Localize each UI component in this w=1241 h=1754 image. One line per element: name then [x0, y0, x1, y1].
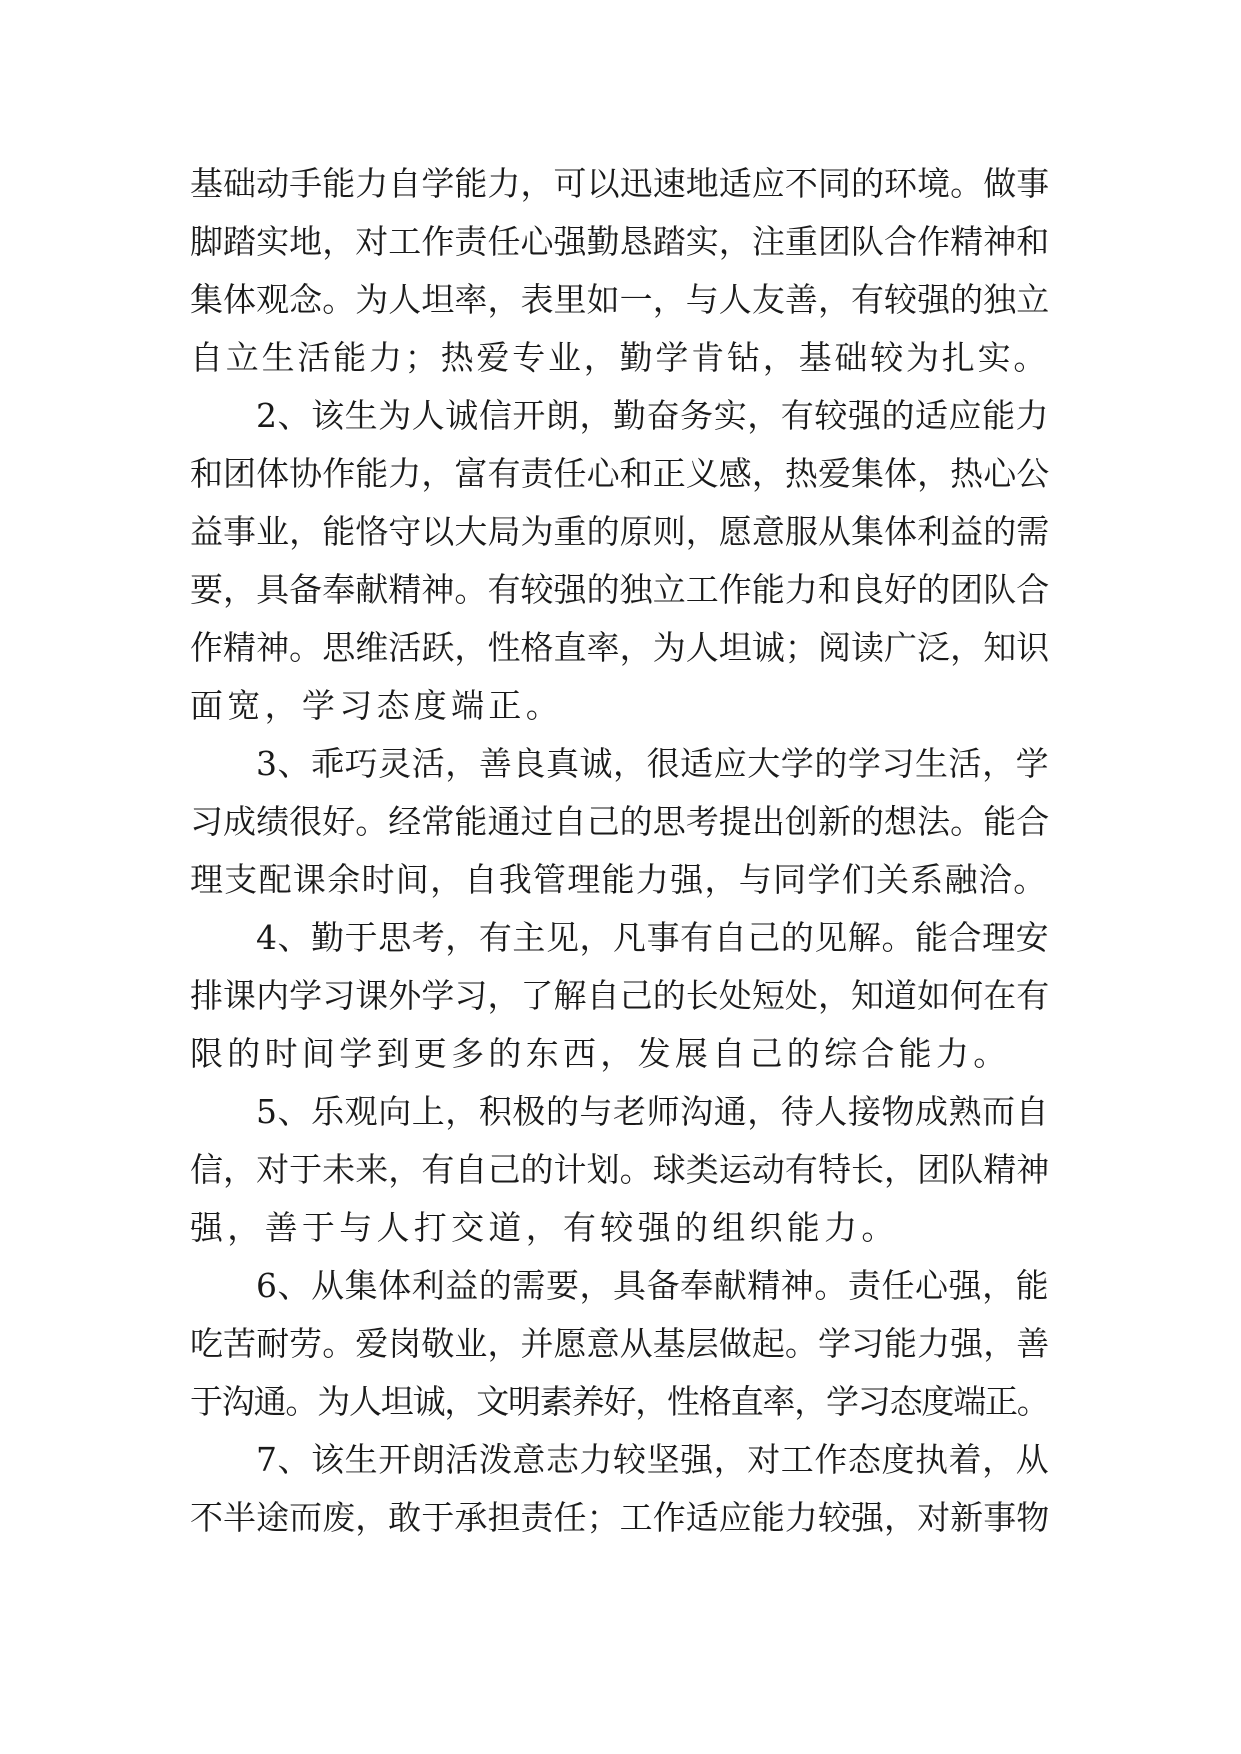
text-line: 吃苦耐劳。爱岗敬业，并愿意从基层做起。学习能力强，善 [190, 1324, 1050, 1363]
text-line: 排课内学习课外学习，了解自己的长处短处，知道如何在有 [190, 976, 1050, 1015]
text-line: 面宽，学习态度端正。 [190, 686, 563, 725]
document-body-text [190, 155, 1050, 1547]
text-line: 作精神。思维活跃，性格直率，为人坦诚；阅读广泛，知识 [190, 628, 1050, 667]
text-line: 理支配课余时间，自我管理能力强，与同学们关系融洽。 [190, 860, 1048, 899]
paragraph-start-line: 6、从集体利益的需要，具备奉献精神。责任心强，能 [256, 1266, 1050, 1305]
paragraph-start-line: 2、该生为人诚信开朗，勤奋务实，有较强的适应能力 [256, 396, 1050, 435]
text-line: 要，具备奉献精神。有较强的独立工作能力和良好的团队合 [190, 570, 1050, 609]
text-line: 信，对于未来，有自己的计划。球类运动有特长，团队精神 [190, 1150, 1050, 1189]
paragraph-start-line: 4、勤于思考，有主见，凡事有自己的见解。能合理安 [256, 918, 1050, 957]
paragraph-start-line: 7、该生开朗活泼意志力较坚强，对工作态度执着，从 [256, 1440, 1050, 1479]
text-line: 不半途而废，敢于承担责任；工作适应能力较强，对新事物 [190, 1498, 1050, 1537]
text-line: 益事业，能恪守以大局为重的原则，愿意服从集体利益的需 [190, 512, 1050, 551]
text-line: 脚踏实地，对工作责任心强勤恳踏实，注重团队合作精神和 [190, 222, 1050, 261]
text-line: 于沟通。为人坦诚，文明素养好，性格直率，学习态度端正。 [190, 1382, 1049, 1421]
paragraph-start-line: 5、乐观向上，积极的与老师沟通，待人接物成熟而自 [256, 1092, 1050, 1131]
text-line: 自立生活能力；热爱专业，勤学肯钻，基础较为扎实。 [190, 338, 1050, 377]
paragraph-start-line: 3、乖巧灵活，善良真诚，很适应大学的学习生活，学 [256, 744, 1050, 783]
text-line: 基础动手能力自学能力，可以迅速地适应不同的环境。做事 [190, 164, 1050, 203]
text-line: 强，善于与人打交道，有较强的组织能力。 [190, 1208, 899, 1247]
text-line: 和团体协作能力，富有责任心和正义感，热爱集体，热心公 [190, 454, 1050, 493]
text-line: 集体观念。为人坦率，表里如一，与人友善，有较强的独立 [190, 280, 1050, 319]
text-line: 限的时间学到更多的东西，发展自己的综合能力。 [190, 1034, 1011, 1073]
text-line: 习成绩很好。经常能通过自己的思考提出创新的想法。能合 [190, 802, 1050, 841]
